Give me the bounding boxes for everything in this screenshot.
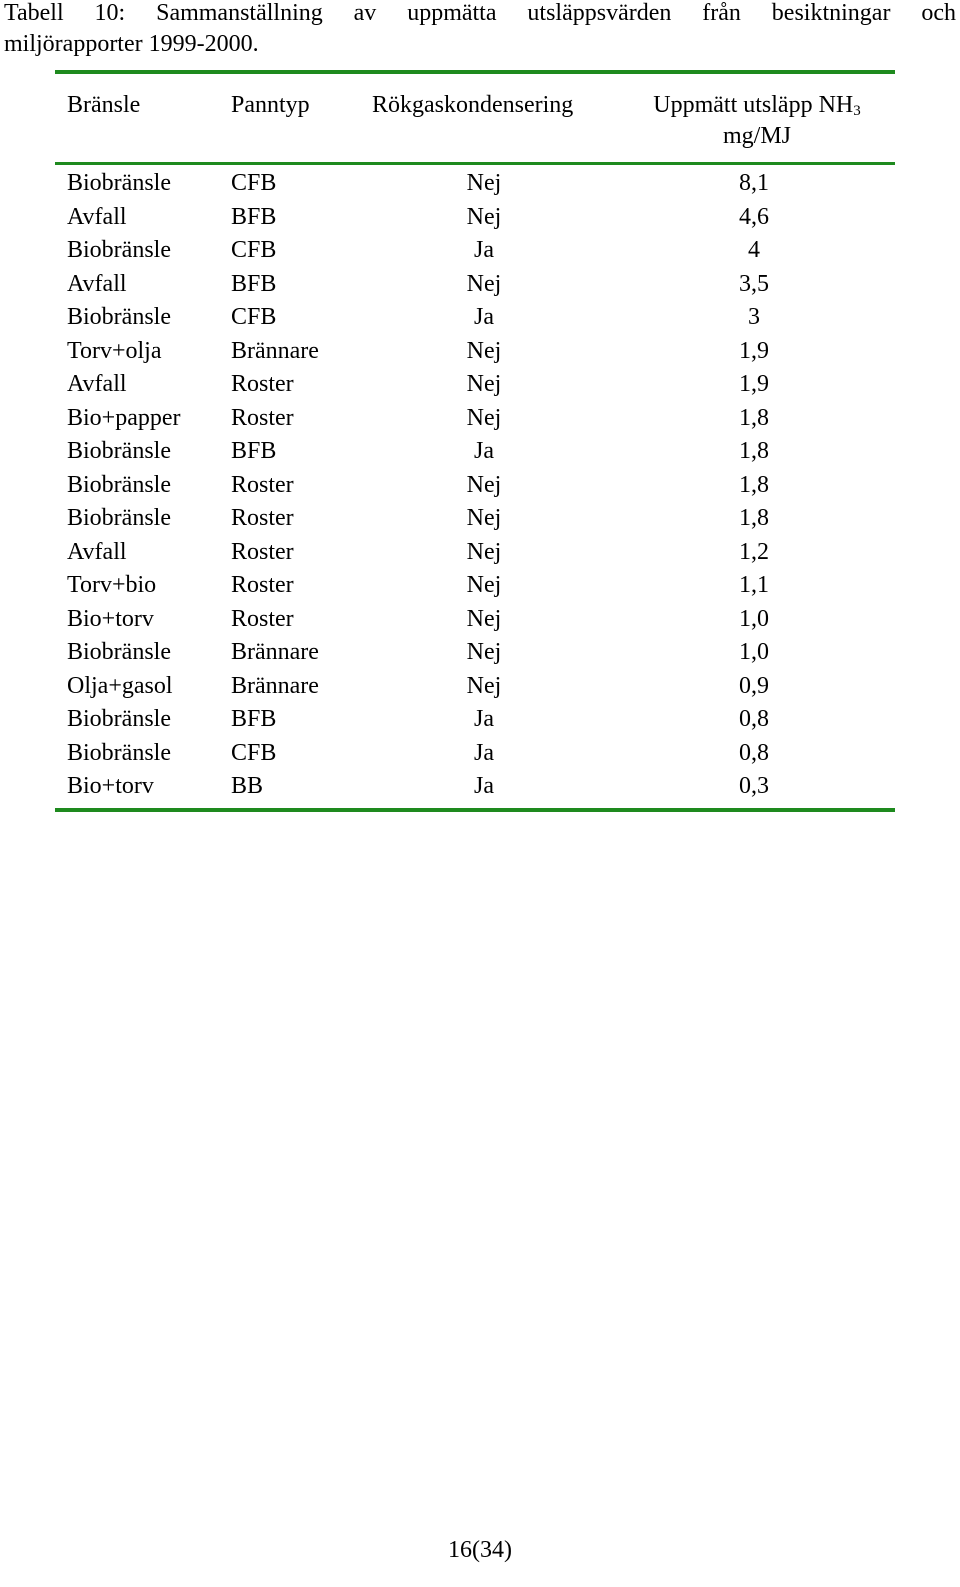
cell-fuel: Biobränsle (67, 505, 171, 531)
cell-emission-value: 0,9 (739, 672, 769, 699)
table-row (55, 201, 895, 235)
cell-boiler-type: CFB (231, 170, 277, 196)
cell-emission-value: 1,8 (739, 404, 769, 431)
cell-condensation: Nej (466, 337, 502, 364)
header-emission-unit: mg/MJ (722, 123, 791, 149)
header-emission-subscript: 3 (853, 103, 861, 119)
table-row (55, 536, 895, 570)
cell-condensation: Nej (466, 170, 502, 196)
cell-fuel: Olja+gasol (67, 672, 173, 699)
cell-fuel: Biobränsle (67, 170, 171, 196)
cell-condensation: Nej (466, 471, 502, 498)
header-fuel: Bränsle (67, 92, 141, 118)
table-row (55, 703, 895, 737)
cell-fuel: Biobränsle (67, 304, 171, 330)
table-row (55, 502, 895, 536)
cell-fuel: Avfall (67, 371, 127, 397)
table-row (55, 737, 895, 771)
cell-condensation: Ja (474, 304, 494, 330)
cell-emission-value: 4,6 (739, 203, 769, 230)
cell-condensation: Nej (466, 639, 502, 665)
cell-condensation: Nej (466, 505, 502, 531)
table-row (55, 603, 895, 637)
cell-fuel: Avfall (67, 538, 127, 565)
cell-emission-value: 3 (748, 304, 760, 330)
cell-condensation: Nej (466, 203, 502, 230)
caption-line-2: miljörapporter 1999-2000. (4, 31, 259, 57)
header-boiler-type: Panntyp (231, 92, 310, 118)
cell-fuel: Biobränsle (67, 706, 171, 732)
cell-boiler-type: BFB (231, 203, 277, 230)
cell-fuel: Bio+torv (67, 605, 154, 632)
cell-condensation: Nej (466, 538, 502, 565)
cell-condensation: Nej (466, 404, 502, 431)
table-row (55, 301, 895, 335)
cell-fuel: Biobränsle (67, 237, 171, 263)
header-flue-gas-condensation: Rökgaskondensering (372, 92, 574, 118)
cell-emission-value: 0,8 (739, 739, 769, 766)
cell-emission-value: 0,3 (739, 773, 769, 799)
table-caption (4, 0, 956, 60)
table-row (55, 234, 895, 268)
cell-condensation: Ja (474, 773, 494, 799)
cell-boiler-type: Roster (231, 371, 294, 397)
cell-emission-value: 1,0 (739, 605, 769, 632)
cell-boiler-type: Roster (231, 572, 294, 598)
cell-emission-value: 1,8 (739, 471, 769, 498)
cell-boiler-type: Roster (231, 605, 294, 632)
cell-emission-value: 4 (748, 237, 760, 263)
cell-boiler-type: Brännare (231, 337, 319, 364)
cell-condensation: Ja (474, 706, 494, 732)
cell-boiler-type: CFB (231, 304, 277, 330)
page-number: 16(34) (448, 1537, 512, 1563)
cell-emission-value: 1,8 (739, 438, 769, 464)
cell-condensation: Ja (474, 739, 494, 766)
table-row (55, 770, 895, 804)
cell-fuel: Avfall (67, 270, 127, 297)
cell-emission-value: 1,9 (739, 337, 769, 364)
cell-condensation: Nej (466, 371, 502, 397)
cell-condensation: Nej (466, 270, 502, 297)
cell-boiler-type: BFB (231, 438, 277, 464)
cell-emission-value: 3,5 (739, 270, 769, 297)
table-header (55, 74, 895, 162)
table-row (55, 569, 895, 603)
cell-emission-value: 1,0 (739, 639, 769, 665)
cell-boiler-type: Roster (231, 505, 294, 531)
cell-boiler-type: BFB (231, 706, 277, 732)
table-bottom-rule (55, 808, 895, 812)
cell-boiler-type: Roster (231, 404, 294, 431)
cell-emission-value: 1,9 (739, 371, 769, 397)
cell-boiler-type: BB (231, 773, 264, 799)
table-row (55, 402, 895, 436)
table-row (55, 335, 895, 369)
header-emission-label: Uppmätt utsläpp NH (653, 92, 854, 118)
cell-condensation: Ja (474, 237, 494, 263)
cell-emission-value: 1,8 (739, 505, 769, 531)
cell-boiler-type: Roster (231, 538, 294, 565)
cell-condensation: Nej (466, 572, 502, 598)
cell-boiler-type: Brännare (231, 672, 319, 699)
table-row (55, 469, 895, 503)
cell-fuel: Bio+papper (67, 404, 181, 431)
table-row (55, 636, 895, 670)
cell-fuel: Torv+bio (67, 572, 157, 598)
cell-emission-value: 8,1 (739, 170, 769, 196)
cell-boiler-type: CFB (231, 237, 277, 263)
emissions-table (55, 70, 895, 812)
cell-boiler-type: CFB (231, 739, 277, 766)
cell-fuel: Biobränsle (67, 639, 171, 665)
cell-emission-value: 1,2 (739, 538, 769, 565)
cell-emission-value: 1,1 (739, 572, 769, 598)
cell-boiler-type: Brännare (231, 639, 319, 665)
header-measured-emission (639, 90, 875, 152)
table-row (55, 435, 895, 469)
caption-line-1: Tabell 10: Sammanställning av uppmätta utsläppsvärden från besiktningar och (4, 0, 956, 26)
cell-fuel: Biobränsle (67, 471, 171, 498)
cell-fuel: Biobränsle (67, 739, 171, 766)
cell-fuel: Biobränsle (67, 438, 171, 464)
table-body (55, 165, 895, 808)
table-row (55, 268, 895, 302)
cell-boiler-type: BFB (231, 270, 277, 297)
table-row (55, 368, 895, 402)
cell-condensation: Nej (466, 672, 502, 699)
cell-condensation: Ja (474, 438, 494, 464)
cell-boiler-type: Roster (231, 471, 294, 498)
cell-emission-value: 0,8 (739, 706, 769, 732)
table-row (55, 167, 895, 201)
table-row (55, 670, 895, 704)
cell-fuel: Avfall (67, 203, 127, 230)
cell-condensation: Nej (466, 605, 502, 632)
cell-fuel: Torv+olja (67, 337, 162, 364)
cell-fuel: Bio+torv (67, 773, 154, 799)
